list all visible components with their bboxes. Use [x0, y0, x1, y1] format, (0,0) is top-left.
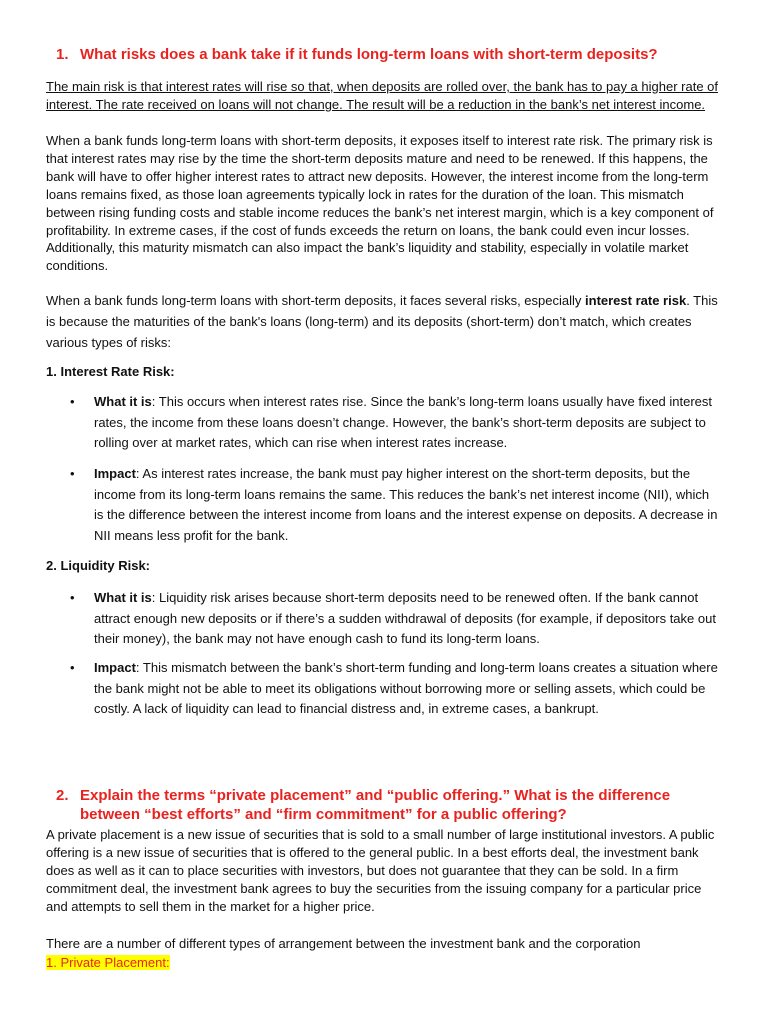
intro-post: . This is because the maturities of the bank's loans (long-term) and its deposits (short-term) don’t match, which creates various types of risks:: [46, 293, 718, 350]
private-placement-heading: [46, 954, 170, 971]
arrangement-line: There are a number of different types of arrangement between the investment bank and the corporation: [46, 936, 641, 951]
bullet-text: : Liquidity risk arises because short-term deposits need to be renewed often. If the bank cannot attract enough new deposits or if there’s a sudden withdrawal of deposits (for example, if depositors take out their money), the bank may not have enough cash to fund its long-term loans.: [94, 590, 716, 647]
question-1-number: 1.: [56, 46, 69, 63]
question-1-title: [56, 45, 756, 65]
question-2-number: 2.: [56, 787, 69, 804]
answer-1-paragraph: When a bank funds long-term loans with short-term deposits, it exposes itself to interest rate risk. The primary risk is that interest rates may rise by the time the short-term deposits mature and need to be renewed. If this happens, the bank will have to offer higher interest rates to attract new deposits. However, the interest income from the long-term loans remains fixed, as those loan agreements typically lock in rates for the duration of the loan. This mismatch between rising funding costs and stable income reduces the bank’s net interest margin, which is a key component of profitability. In extreme cases, if the cost of funds exceeds the return on loans, the bank could even incur losses. Additionally, this maturity mismatch can also impact the bank’s liquidity and stability, especially in volatile market conditions.: [46, 133, 714, 274]
answer-1-summary: The main risk is that interest rates will rise so that, when deposits are rolled over, the bank has to pay a higher rate of interest. The rate received on loans will not change. The result will be a reduction in the bank’s net interest income.: [46, 79, 719, 112]
bullet-label: What it is: [94, 590, 152, 605]
bullet-label: Impact: [94, 660, 136, 675]
bullet-icon: •: [70, 394, 75, 409]
answer-2-paragraph: A private placement is a new issue of securities that is sold to a small number of large institutional investors. A public offering is a new issue of securities that is offered to the general public. In a best efforts deal, the investment bank does as well as it can to place securities with investors, but does not guarantee that they can be sold. In a firm commitment deal, the investment bank agrees to buy the securities from the issuing company for a particular price and attempts to sell them in the market for a higher price.: [46, 827, 715, 914]
intro-bold: interest rate risk: [585, 293, 687, 308]
section-heading-liquidity-risk: 2. Liquidity Risk:: [46, 558, 151, 573]
bullet-icon: •: [70, 660, 75, 675]
bullet-label: What it is: [94, 394, 152, 409]
bullet-label: Impact: [94, 466, 136, 481]
intro-pre: When a bank funds long-term loans with short-term deposits, it faces several risks, especially: [46, 293, 586, 308]
bullet-icon: •: [70, 466, 75, 481]
risks-intro-paragraph: [46, 290, 722, 353]
section-heading-interest-rate-risk: 1. Interest Rate Risk:: [46, 364, 175, 379]
bullet-text: : This occurs when interest rates rise. Since the bank’s long-term loans usually have fixed interest rates, the income from these loans doesn’t change. However, the bank’s short-term deposits are subject to rolling over at market rates, which can rise when interest rates increase.: [94, 394, 713, 451]
question-2-text: Explain the terms “private placement” and “public offering.” What is the difference between “best efforts” and “firm commitment” for a public offering?: [80, 787, 671, 823]
bullet-text: : As interest rates increase, the bank must pay higher interest on the short-term deposits, but the income from its long-term loans remains the same. This reduces the bank’s net interest income (NII), which is the difference between the interest income from loans and the interest expense on deposits. A decrease in NII means less profit for the bank.: [94, 466, 718, 544]
question-1-text: What risks does a bank take if it funds long-term loans with short-term deposits?: [80, 46, 658, 63]
question-2-title: [56, 786, 726, 826]
bullet-icon: •: [70, 590, 75, 605]
private-placement-label: 1. Private Placement:: [46, 955, 170, 970]
bullet-text: : This mismatch between the bank’s short-term funding and long-term loans creates a situation where the bank might not be able to meet its obligations without borrowing more or selling assets, which could be costly. A lack of liquidity can lead to financial distress and, in extreme cases, a bankrupt.: [94, 660, 718, 717]
